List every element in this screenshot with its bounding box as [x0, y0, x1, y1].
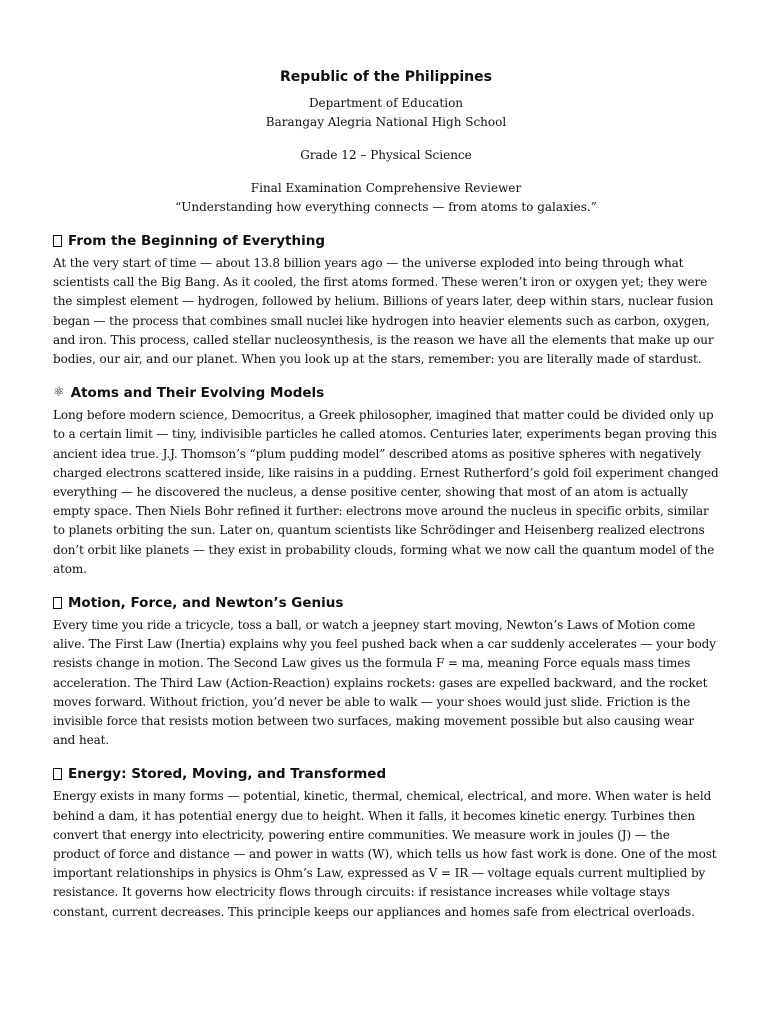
document-page: [53, 66, 719, 922]
department-line: Department of Education: [308, 96, 464, 110]
section-heading: From the Beginning of Everything: [68, 233, 325, 249]
section-body: Every time you ride a tricycle, toss a ball, or watch a jeepney start moving, Newton’s Laws of Motion come alive. The First Law (Inertia) explains why you feel pushed back when a car suddenly accelerates — your body resists change in motion. The Second Law gives us the formula F = ma, meaning Force equals mass times acceleration. The Third Law (Action-Reaction) explains rockets: gases are expelled backward, and the rocket moves forward. Without friction, you’d never be able to walk — your shoes would just slide. Friction is the invisible force that resists motion between two surfaces, making movement possible but also causing wear and heat.: [53, 618, 716, 748]
grade-subject-line: Grade 12 – Physical Science: [300, 148, 472, 162]
tagline: “Understanding how everything connects — from atoms to galaxies.”: [175, 200, 597, 214]
atom-icon: ⚛: [53, 385, 65, 401]
section-body: Long before modern science, Democritus, a Greek philosopher, imagined that matter could be divided only up to a certain limit — tiny, indivisible particles he called atomos. Centuries later, experiments began proving this ancient idea true. J.J. Thomson’s “plum pudding model” described atoms as positive spheres with negatively charged electrons scattered inside, like raisins in a pudding. Ernest Rutherford’s gold foil experiment changed everything — he discovered the nucleus, a dense positive center, showing that most of an atom is actually empty space. Then Niels Bohr refined it further: electrons move around the nucleus in specific orbits, similar to planets orbiting the sun. Later on, quantum scientists like Schrödinger and Heisenberg realized electrons don’t orbit like planets — they exist in probability clouds, forming what we now call the quantum model of the atom.: [53, 408, 719, 576]
section-heading: Energy: Stored, Moving, and Transformed: [68, 766, 387, 783]
missing-glyph-icon: [53, 597, 62, 609]
section-beginning: [53, 231, 719, 369]
school-line: Barangay Alegria National High School: [265, 115, 507, 129]
section-heading: Motion, Force, and Newton’s Genius: [68, 595, 344, 612]
section-body: Energy exists in many forms — potential, kinetic, thermal, chemical, electrical, and more. When water is held behind a dam, it has potential energy due to height. When it falls, it becomes kinetic energy. Turbines then convert that energy into electricity, powering entire communities. We measure work in joules (J) — the product of force and distance — and power in watts (W), which tells us how fast work is done. One of the most important relationships in physics is Ohm’s Law, expressed as V = IR — voltage equals current multiplied by resistance. It governs how electricity flows through circuits: if resistance increases while voltage stays constant, current decreases. This principle keeps our appliances and homes safe from electrical overloads.: [53, 789, 717, 919]
section-heading: Atoms and Their Evolving Models: [70, 385, 325, 402]
section-atoms: [53, 383, 719, 579]
missing-glyph-icon: [53, 235, 62, 247]
section-body: At the very start of time — about 13.8 billion years ago — the universe exploded into being through what scientists call the Big Bang. As it cooled, the first atoms formed. These weren’t iron or oxygen yet; they were the simplest element — hydrogen, followed by helium. Billions of years later, deep within stars, nuclear fusion began — the process that combines small nuclei like hydrogen into heavier elements such as carbon, oxygen, and iron. This process, called stellar nucleosynthesis, is the reason we have all the elements that make up our bodies, our air, and our planet. When you look up at the stars, remember: you are literally made of stardust.: [53, 256, 714, 367]
exam-title-line: Final Examination Comprehensive Reviewer: [250, 181, 522, 195]
document-header: [53, 66, 719, 217]
country-title: Republic of the Philippines: [280, 69, 492, 85]
section-energy: [53, 764, 719, 921]
missing-glyph-icon: [53, 768, 62, 780]
section-motion: [53, 593, 719, 750]
